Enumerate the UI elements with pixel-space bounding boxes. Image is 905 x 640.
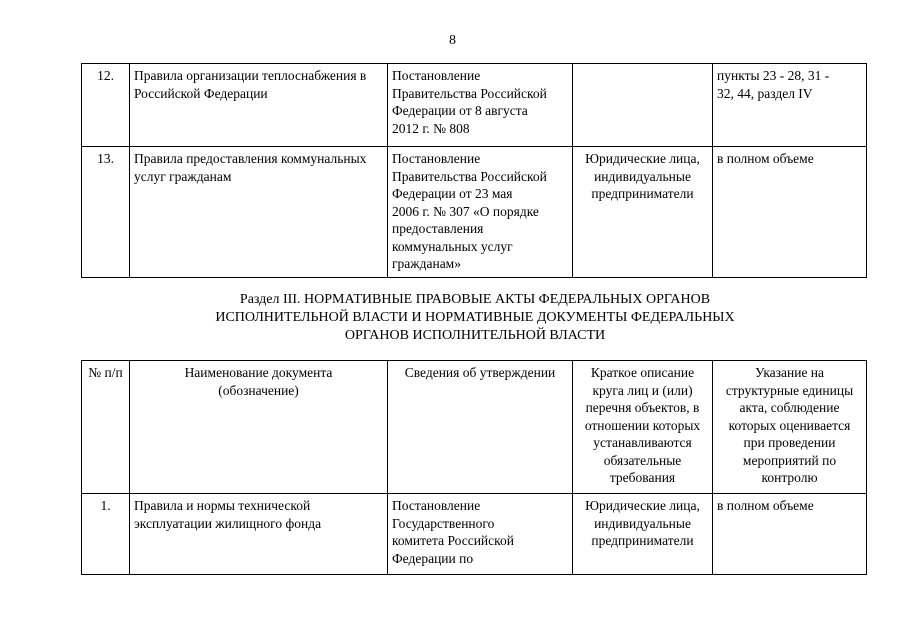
persons-line: предприниматели — [591, 186, 694, 201]
header-line: Указание на — [754, 365, 825, 380]
approval-line: Постановление — [392, 68, 481, 83]
header-line: структурные единицы — [725, 382, 854, 398]
header-line: требования — [609, 470, 676, 485]
approval-line: Федерации от 8 августа — [392, 103, 528, 118]
header-line: (обозначение) — [218, 382, 299, 398]
scope-line: 32, 44, раздел IV — [717, 85, 813, 101]
scope-line: в полном объеме — [717, 498, 814, 513]
header-line: устанавливаются — [593, 435, 692, 450]
persons-description — [573, 64, 713, 147]
persons-line: предприниматели — [591, 533, 694, 548]
approval-line: Постановление — [392, 151, 481, 166]
scope-line: пункты 23 - 28, 31 - — [717, 68, 830, 83]
name-line: эксплуатации жилищного фонда — [134, 515, 322, 531]
header-line: отношении которых — [584, 417, 701, 433]
row-number: 12. — [82, 64, 130, 147]
header-line: которых оценивается — [728, 417, 851, 433]
approval-info — [388, 147, 573, 278]
persons-line: индивидуальные — [594, 515, 691, 531]
approval-line: Правительства Российской — [392, 85, 547, 101]
header-persons-description — [573, 361, 713, 494]
row-number: 13. — [82, 147, 130, 278]
header-line: обязательные — [603, 452, 682, 468]
header-line: мероприятий по — [742, 452, 837, 468]
header-line: контролю — [761, 470, 818, 485]
header-line: круга лиц и (или) — [592, 382, 693, 398]
scope-units — [713, 494, 867, 575]
header-line: Наименование документа — [184, 365, 333, 380]
document-name — [130, 494, 388, 575]
approval-line: Федерации от 23 мая — [392, 186, 513, 201]
table-header-row — [82, 361, 867, 494]
approval-line: 2006 г. № 307 «О порядке — [392, 203, 539, 219]
approval-line: Государственного — [392, 515, 495, 531]
section-heading — [120, 291, 830, 345]
header-approval-info: Сведения об утверждении — [388, 361, 573, 494]
persons-line: Юридические лица, — [585, 151, 700, 166]
page-number: 8 — [449, 33, 456, 48]
scope-units — [713, 64, 867, 147]
name-line: Правила и нормы технической — [134, 498, 311, 513]
table-row — [82, 147, 867, 278]
requirements-table-continued — [81, 63, 867, 278]
approval-line: коммунальных услуг — [392, 238, 513, 254]
scope-line: в полном объеме — [717, 151, 814, 166]
header-scope-units — [713, 361, 867, 494]
header-line: Краткое описание — [590, 365, 695, 380]
header-number: № п/п — [82, 361, 130, 494]
requirements-table-section-3 — [81, 360, 867, 575]
approval-line: комитета Российской — [392, 533, 514, 548]
approval-line: Федерации по — [392, 550, 474, 566]
approval-line: Правительства Российской — [392, 168, 547, 184]
document-name: Правила организации теплоснабжения в Российской Федерации — [130, 64, 388, 147]
approval-line: 2012 г. № 808 — [392, 120, 470, 136]
approval-info — [388, 494, 573, 575]
header-document-name — [130, 361, 388, 494]
section-heading-line: ИСПОЛНИТЕЛЬНОЙ ВЛАСТИ И НОРМАТИВНЫЕ ДОКУМЕНТЫ ФЕДЕРАЛЬНЫХ — [215, 310, 735, 325]
section-heading-line: ОРГАНОВ ИСПОЛНИТЕЛЬНОЙ ВЛАСТИ — [344, 328, 606, 343]
approval-line: гражданам» — [392, 256, 461, 271]
header-line: акта, соблюдение — [739, 400, 840, 415]
scope-units — [713, 147, 867, 278]
persons-line: индивидуальные — [594, 168, 691, 184]
approval-line: Постановление — [392, 498, 481, 513]
section-heading-line: Раздел III. НОРМАТИВНЫЕ ПРАВОВЫЕ АКТЫ ФЕДЕРАЛЬНЫХ ОРГАНОВ — [239, 292, 711, 307]
persons-description — [573, 147, 713, 278]
header-line: перечня объектов, в — [585, 400, 700, 415]
header-line: при проведении — [743, 435, 836, 450]
row-number: 1. — [82, 494, 130, 575]
table-row — [82, 494, 867, 575]
table-row — [82, 64, 867, 147]
persons-line: Юридические лица, — [585, 498, 700, 513]
approval-line: предоставления — [392, 221, 484, 236]
document-name: Правила предоставления коммунальных услуг гражданам — [130, 147, 388, 278]
persons-description — [573, 494, 713, 575]
approval-info — [388, 64, 573, 147]
